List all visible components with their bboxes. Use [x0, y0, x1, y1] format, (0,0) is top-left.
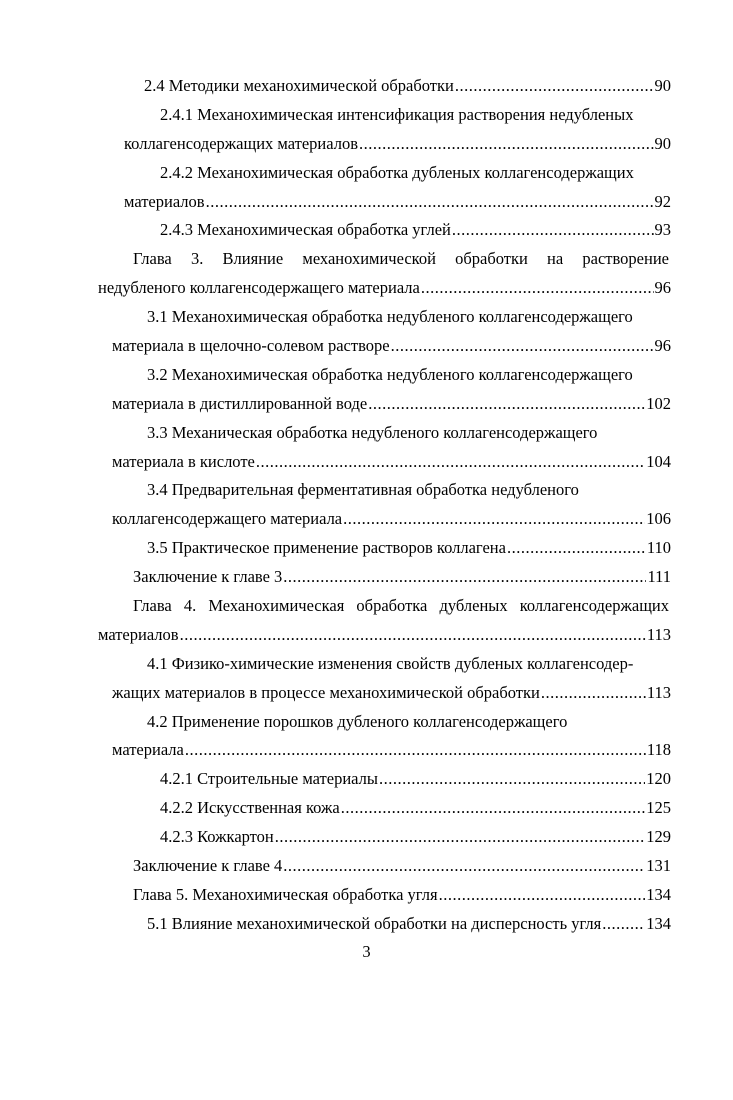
toc-dot-leader — [343, 505, 645, 534]
toc-entry-title: 2.4.1 Механохимическая интенсификация растворения недубленых — [160, 104, 634, 124]
toc-dot-leader — [359, 130, 654, 159]
toc-entry[interactable] — [160, 216, 671, 245]
toc-entry[interactable] — [112, 332, 671, 361]
toc-entry-title: Глава 5. Механохимическая обработка угля — [133, 884, 438, 904]
toc-dot-leader — [439, 881, 646, 910]
page-number: 3 — [362, 942, 371, 961]
toc-entry-first-line — [147, 419, 733, 448]
toc-entry[interactable] — [133, 852, 671, 881]
toc-entry[interactable] — [98, 274, 671, 303]
toc-dot-leader — [368, 390, 645, 419]
toc-entry-page: 111 — [647, 567, 671, 587]
toc-entry-first-line — [147, 476, 733, 505]
toc-entry-title: 4.2 Применение порошков дубленого коллагенсодержащего — [147, 711, 568, 731]
toc-entry-page: 104 — [646, 451, 671, 471]
toc-entry-page: 113 — [646, 682, 671, 702]
toc-entry-title: материала в кислоте — [112, 451, 255, 471]
toc-entry-title: 3.1 Механохимическая обработка недубленого коллагенсодержащего — [147, 307, 633, 327]
toc-entry[interactable] — [160, 823, 671, 852]
toc-dot-leader — [341, 794, 646, 823]
toc-dot-leader — [275, 823, 646, 852]
toc-entry-page: 118 — [646, 740, 671, 760]
toc-entry-title: 3.2 Механохимическая обработка недубленого коллагенсодержащего — [147, 364, 633, 384]
toc-entry[interactable] — [147, 534, 671, 563]
toc-dot-leader — [507, 534, 646, 563]
toc-entry-page: 96 — [654, 278, 671, 298]
toc-entry-title: коллагенсодержащих материалов — [124, 133, 358, 153]
toc-entry[interactable] — [133, 881, 671, 910]
toc-entry-first-line — [160, 101, 733, 130]
toc-entry-first-line — [147, 650, 733, 679]
toc-chapter-first-line — [133, 245, 669, 274]
toc-chapter-first-line — [133, 592, 669, 621]
toc-entry-page: 110 — [646, 538, 671, 558]
toc-entry-title: 3.5 Практическое применение растворов коллагена — [147, 538, 506, 558]
toc-entry-page: 129 — [646, 827, 671, 847]
toc-entry-page: 134 — [646, 913, 671, 933]
toc-entry-title: 4.2.2 Искусственная кожа — [160, 798, 340, 818]
toc-entry-first-line — [147, 303, 733, 332]
toc-entry-title: Заключение к главе 4 — [133, 856, 283, 876]
toc-entry-page: 90 — [654, 133, 671, 153]
table-of-contents — [0, 72, 733, 939]
toc-entry[interactable] — [147, 910, 671, 939]
toc-entry-first-line — [147, 708, 733, 737]
toc-entry-title: 4.2.1 Строительные материалы — [160, 769, 378, 789]
toc-entry[interactable] — [160, 765, 671, 794]
toc-dot-leader — [180, 621, 646, 650]
toc-dot-leader — [602, 910, 645, 939]
toc-dot-leader — [185, 736, 646, 765]
toc-dot-leader — [206, 188, 654, 217]
toc-entry-page: 113 — [646, 624, 671, 644]
toc-entry-title: недубленого коллагенсодержащего материала — [98, 278, 420, 298]
toc-entry-title: 5.1 Влияние механохимической обработки на дисперсность угля — [147, 913, 602, 933]
toc-dot-leader — [391, 332, 654, 361]
toc-entry-page: 96 — [654, 336, 671, 356]
toc-dot-leader — [541, 679, 646, 708]
toc-entry-title: материалов — [124, 191, 205, 211]
toc-entry-page: 125 — [646, 798, 671, 818]
toc-entry[interactable] — [112, 736, 671, 765]
toc-dot-leader — [283, 563, 646, 592]
toc-entry-title: материала в дистиллированной воде — [112, 393, 368, 413]
toc-entry-title: жащих материалов в процессе механохимической обработки — [112, 682, 540, 702]
toc-entry-title: 4.2.3 Кожкартон — [160, 827, 274, 847]
toc-entry-title: материалов — [98, 624, 179, 644]
toc-entry[interactable] — [112, 390, 671, 419]
toc-entry[interactable] — [98, 621, 671, 650]
toc-entry-title: Заключение к главе 3 — [133, 567, 283, 587]
toc-dot-leader — [283, 852, 645, 881]
toc-dot-leader — [421, 274, 654, 303]
toc-entry-title: 3.4 Предварительная ферментативная обработка недубленого — [147, 480, 579, 500]
toc-entry-title: 3.3 Механическая обработка недубленого коллагенсодержащего — [147, 422, 598, 442]
toc-entry-title: 2.4.3 Механохимическая обработка углей — [160, 220, 451, 240]
toc-entry[interactable] — [124, 188, 671, 217]
toc-entry-page: 90 — [654, 76, 671, 95]
toc-dot-leader — [379, 765, 645, 794]
toc-entry-title: Глава 4. Механохимическая обработка дубленых коллагенсодержащих — [133, 596, 669, 616]
toc-entry[interactable] — [160, 794, 671, 823]
toc-entry-page: 106 — [646, 509, 671, 529]
toc-entry-page: 120 — [646, 769, 671, 789]
toc-entry-title: Глава 3. Влияние механохимической обработки на растворение — [133, 249, 669, 269]
toc-entry-title: 4.1 Физико-химические изменения свойств дубленых коллагенсодер- — [147, 653, 634, 673]
toc-entry-first-line — [147, 361, 733, 390]
toc-entry-page: 131 — [646, 856, 671, 876]
toc-entry-page: 93 — [654, 220, 671, 240]
toc-entry[interactable] — [133, 563, 671, 592]
toc-entry-title: материала в щелочно-солевом растворе — [112, 336, 390, 356]
toc-entry[interactable] — [112, 679, 671, 708]
toc-entry-page: 102 — [646, 393, 671, 413]
toc-entry-first-line — [160, 159, 733, 188]
toc-dot-leader — [452, 216, 654, 245]
toc-entry-page: 134 — [646, 884, 671, 904]
toc-entry-title: 2.4 Методики механохимической обработки — [144, 76, 454, 95]
toc-entry[interactable] — [112, 448, 671, 477]
toc-dot-leader — [455, 72, 654, 101]
toc-entry-title: материала — [112, 740, 184, 760]
toc-dot-leader — [256, 448, 645, 477]
toc-entry[interactable] — [124, 130, 671, 159]
toc-entry[interactable] — [112, 505, 671, 534]
toc-entry-page: 92 — [654, 191, 671, 211]
toc-entry[interactable] — [144, 72, 671, 101]
toc-entry-title: коллагенсодержащего материала — [112, 509, 343, 529]
toc-entry-title: 2.4.2 Механохимическая обработка дубленых коллагенсодержащих — [160, 162, 634, 182]
